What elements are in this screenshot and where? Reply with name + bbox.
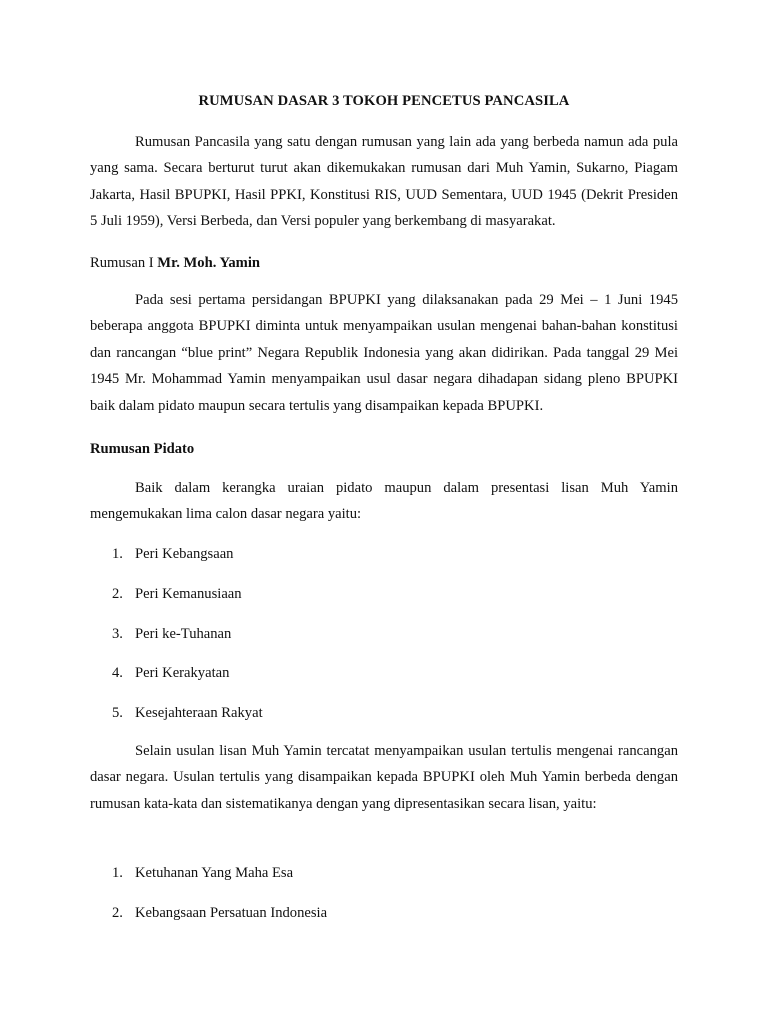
- list-number: 1.: [112, 865, 123, 881]
- list-number: 4.: [112, 665, 123, 681]
- paragraph-pidato: Baik dalam kerangka uraian pidato maupun dalam presentasi lisan Muh Yamin mengemukakan lima calon dasar negara yaitu:: [90, 480, 678, 523]
- list-item: [112, 544, 233, 564]
- list-text: Kebangsaan Persatuan Indonesia: [135, 905, 328, 921]
- list-item: [112, 584, 242, 604]
- section-heading-prefix: Rumusan I: [90, 255, 158, 271]
- list-item: [112, 863, 293, 883]
- list-text: Kesejahteraan Rakyat: [135, 705, 263, 721]
- list-number: 1.: [112, 546, 123, 562]
- list-text: Ketuhanan Yang Maha Esa: [135, 865, 294, 881]
- intro-paragraph: Rumusan Pancasila yang satu dengan rumusan yang lain ada yang berbeda namun ada pula yang sama. Secara berturut turut akan dikemukakan rumusan dari Muh Yamin, Sukarno, Piagam Jakarta, Hasil BPUPKI, Hasil PPKI, Konstitusi RIS, UUD Sementara, UUD 1945 (Dekrit Presiden 5 Juli 1959), Versi Berbeda, dan Versi populer yang berkembang di masyarakat.: [90, 134, 678, 230]
- list-item: [112, 624, 231, 644]
- list-number: 5.: [112, 705, 123, 721]
- document-title: RUMUSAN DASAR 3 TOKOH PENCETUS PANCASILA: [198, 93, 570, 109]
- heading-rumusan-pidato: Rumusan Pidato: [90, 441, 195, 457]
- list-item: [112, 903, 327, 923]
- list-item: [112, 703, 263, 723]
- list-number: 2.: [112, 586, 123, 602]
- list-number: 2.: [112, 905, 123, 921]
- list-text: Peri Kemanusiaan: [135, 586, 242, 602]
- list-text: Peri Kebangsaan: [135, 546, 234, 562]
- list-text: Peri Kerakyatan: [135, 665, 230, 681]
- section-heading-yamin: [90, 253, 260, 273]
- paragraph-sidang: Pada sesi pertama persidangan BPUPKI yang dilaksanakan pada 29 Mei – 1 Juni 1945 beberapa anggota BPUPKI diminta untuk menyampaikan usulan mengenai bahan-bahan konstitusi dan rancangan “blue print” Negara Republik Indonesia yang akan didirikan. Pada tanggal 29 Mei 1945 Mr. Mohammad Yamin menyampaikan usul dasar negara dihadapan sidang pleno BPUPKI baik dalam pidato maupun secara tertulis yang disampaikan kepada BPUPKI.: [90, 292, 678, 414]
- paragraph-tertulis: Selain usulan lisan Muh Yamin tercatat menyampaikan usulan tertulis mengenai rancangan dasar negara. Usulan tertulis yang disampaikan kepada BPUPKI oleh Muh Yamin berbeda dengan rumusan kata-kata dan sistematikanya dengan yang dipresentasikan secara lisan, yaitu:: [90, 743, 678, 812]
- list-item: [112, 663, 229, 683]
- section-heading-name: Mr. Moh. Yamin: [157, 255, 260, 271]
- list-number: 3.: [112, 626, 123, 642]
- list-text: Peri ke-Tuhanan: [135, 626, 232, 642]
